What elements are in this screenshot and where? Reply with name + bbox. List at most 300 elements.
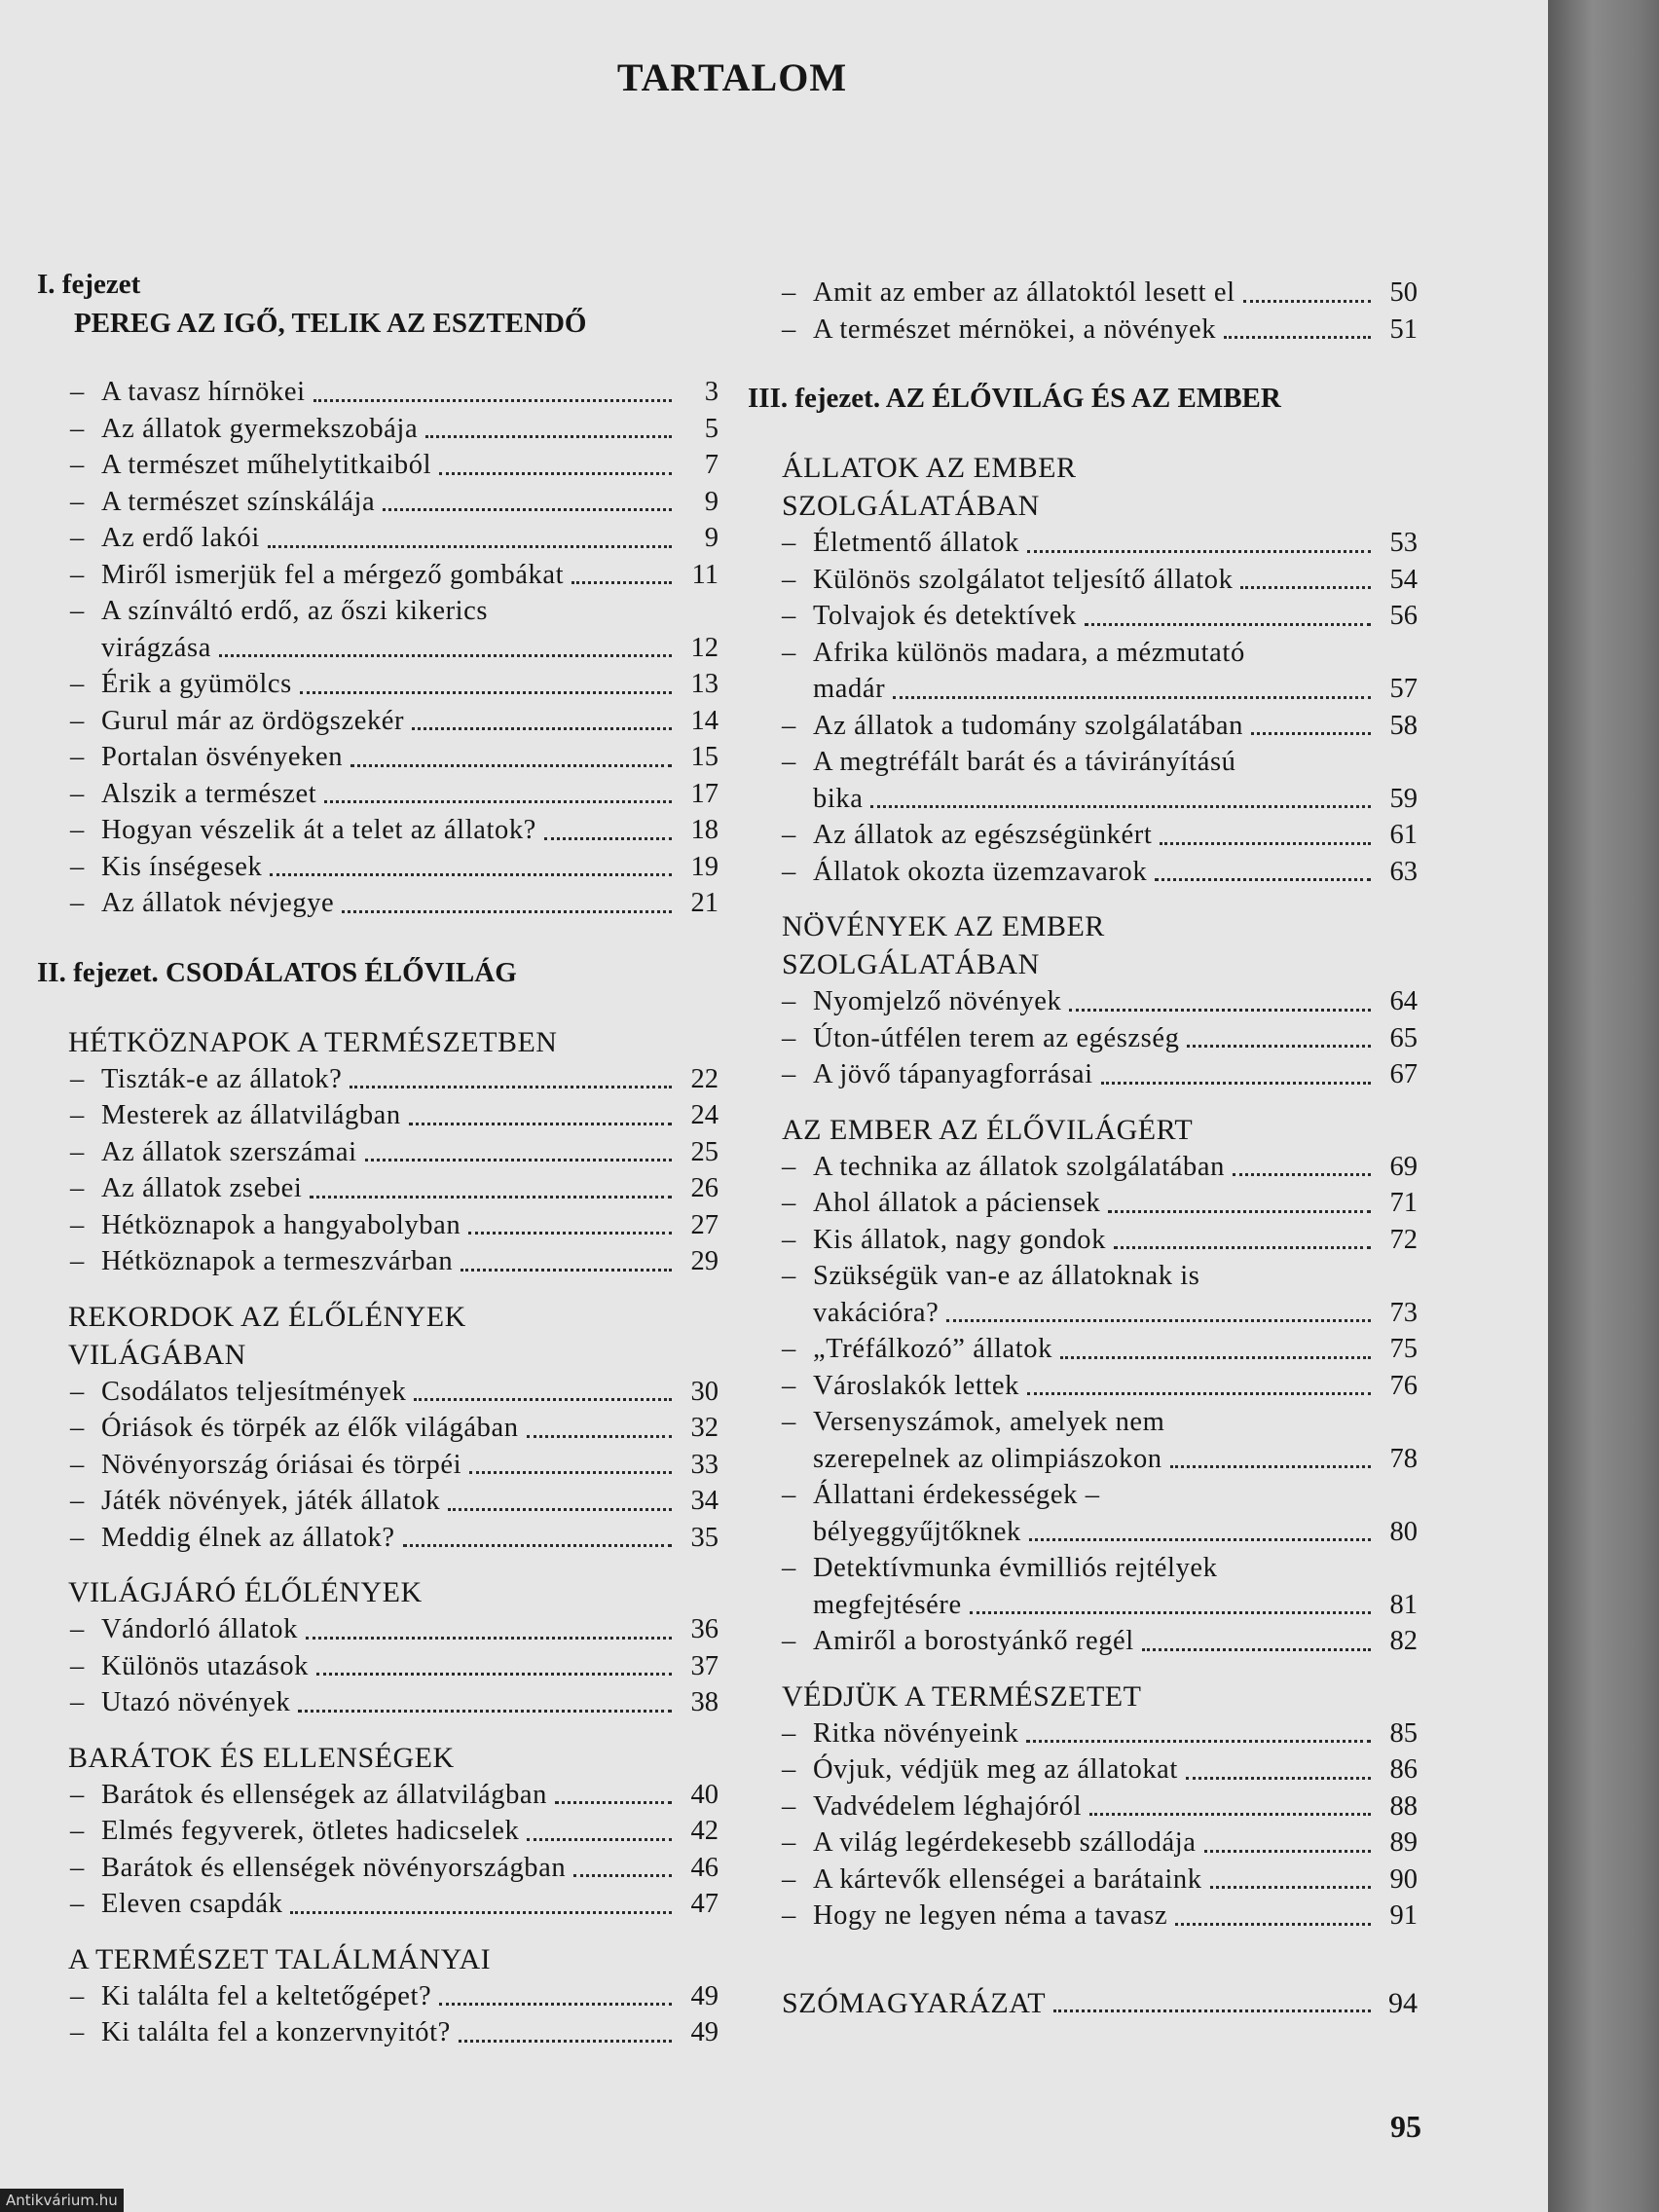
toc-entry (748, 1404, 1418, 1441)
toc-entry-page: 64 (1389, 986, 1418, 1016)
toc-entry (37, 1170, 719, 1207)
toc-entry-dash: – (70, 1376, 85, 1407)
toc-list (37, 1978, 719, 2051)
toc-entry (748, 1751, 1418, 1788)
toc-entry (748, 1514, 1418, 1551)
toc-entry-label: Ahol állatok a páciensek (813, 1188, 1101, 1218)
toc-entry-label: madár (813, 674, 886, 704)
toc-entry-page: 27 (690, 1209, 719, 1240)
section-heading-cont: SZOLGÁLATÁBAN (782, 490, 1040, 522)
leader-dots (555, 1801, 672, 1804)
toc-entry (748, 1020, 1418, 1057)
toc-entry-dash: – (70, 1687, 85, 1717)
toc-entry (37, 812, 719, 849)
toc-entry-dash: – (782, 1626, 796, 1656)
watermark: Antikvárium.hu (0, 2189, 124, 2212)
leader-dots (365, 1159, 672, 1161)
toc-entry-page: 51 (1389, 313, 1418, 345)
toc-entry-page: 22 (690, 1063, 719, 1094)
toc-entry-label: Alszik a természet (101, 778, 317, 809)
leader-dots (1142, 1648, 1371, 1651)
toc-entry-page: 9 (704, 486, 719, 517)
leader-dots (324, 800, 672, 803)
toc-entry (748, 744, 1418, 781)
toc-entry (37, 776, 719, 813)
toc-entry-page: 82 (1389, 1626, 1418, 1656)
toc-entry (748, 312, 1418, 349)
toc-entry-page: 49 (690, 2017, 719, 2047)
toc-entry (748, 1222, 1418, 1259)
toc-entry (748, 1898, 1418, 1935)
leader-dots (1027, 550, 1371, 553)
chapter-3-number: III. fejezet. (748, 383, 881, 414)
toc-entry (37, 1978, 719, 2015)
section-heading: HÉTKÖZNAPOK A TERMÉSZETBEN (68, 1025, 558, 1058)
toc-entry-dash: – (70, 851, 85, 882)
toc-entry-dash: – (70, 778, 85, 809)
toc-entry-label: Óriások és törpék az élők világában (101, 1413, 519, 1443)
toc-entry-page: 12 (690, 632, 719, 663)
toc-entry-label: Eleven csapdák (101, 1889, 283, 1919)
toc-list (748, 983, 1418, 1093)
toc-entry-page: 54 (1389, 564, 1418, 595)
leader-dots (425, 435, 672, 438)
toc-entry-page: 47 (690, 1889, 719, 1919)
toc-entry-dash: – (782, 313, 796, 345)
toc-entry-dash: – (782, 1863, 796, 1895)
chapter-2-heading (37, 953, 719, 992)
toc-entry-page: 46 (690, 1852, 719, 1883)
toc-entry-label: Detektívmunka évmilliós rejtélyek (813, 1553, 1218, 1583)
leader-dots (414, 1398, 672, 1401)
leader-dots (448, 1508, 672, 1511)
leader-dots (300, 691, 672, 694)
toc-entry-label: Vadvédelem léghajóról (813, 1790, 1083, 1822)
leader-dots (350, 1086, 672, 1088)
toc-entry-dash: – (782, 564, 796, 595)
toc-entry-label: Különös utazások (101, 1650, 310, 1681)
toc-entry (37, 1520, 719, 1557)
leader-dots (1027, 1392, 1371, 1395)
toc-entry-dash: – (70, 413, 85, 444)
toc-entry-page: 38 (690, 1687, 719, 1717)
toc-list (37, 1611, 719, 1721)
leader-dots (383, 508, 672, 511)
toc-entry (37, 1648, 719, 1685)
right-column (748, 275, 1418, 2021)
toc-list (748, 525, 1418, 890)
toc-entry-dash: – (782, 277, 796, 308)
toc-entry-page: 90 (1389, 1863, 1418, 1895)
toc-entry-page: 53 (1389, 528, 1418, 558)
toc-entry-dash: – (70, 1136, 85, 1167)
leader-dots (527, 1838, 672, 1841)
toc-entry-label: A természet színskálája (101, 486, 376, 517)
leader-dots (1089, 1813, 1371, 1816)
toc-entry-label: Barátok és ellenségek az állatvilágban (101, 1779, 548, 1810)
toc-entry-label: Elmés fegyverek, ötletes hadicselek (101, 1816, 520, 1846)
toc-entry-page: 59 (1389, 783, 1418, 814)
leader-dots (970, 1611, 1371, 1614)
toc-entry-label: vakációra? (813, 1297, 940, 1328)
leader-dots (571, 581, 672, 584)
toc-entry-label: virágzása (101, 632, 211, 663)
toc-entry (748, 1550, 1418, 1587)
left-column (37, 265, 719, 2051)
toc-entry-label: Csodálatos teljesítmények (101, 1376, 407, 1407)
toc-entry (748, 1056, 1418, 1093)
toc-entry-label: Barátok és ellenségek növényországban (101, 1852, 567, 1883)
section-heading: AZ EMBER AZ ÉLŐVILÁGÉRT (782, 1113, 1194, 1146)
leader-dots (1251, 732, 1371, 735)
leader-dots (573, 1874, 672, 1877)
toc-entry-page: 17 (690, 778, 719, 809)
leader-dots (1233, 1173, 1371, 1176)
toc-entry-dash: – (782, 1370, 796, 1401)
toc-entry (37, 849, 719, 886)
toc-entry (748, 525, 1418, 562)
toc-entry (748, 1715, 1418, 1752)
toc-entry-page: 94 (1388, 1986, 1418, 2019)
toc-entry (37, 2014, 719, 2051)
toc-entry-label: A világ legérdekesebb szállodája (813, 1827, 1197, 1858)
toc-entry-page: 34 (690, 1486, 719, 1516)
leader-dots (1210, 1886, 1371, 1889)
leader-dots (342, 910, 672, 913)
chapter-1-title: PEREG AZ IGŐ, TELIK AZ ESZTENDŐ (74, 308, 587, 339)
toc-entry (37, 1374, 719, 1411)
leader-dots (468, 1232, 672, 1235)
page-edge-shadow (1548, 0, 1659, 2212)
toc-entry-page: 49 (690, 1980, 719, 2011)
toc-entry-dash: – (782, 1827, 796, 1858)
leader-dots (1240, 586, 1371, 589)
leader-dots (350, 764, 672, 767)
toc-entry-page: 11 (691, 559, 719, 590)
leader-dots (290, 1911, 672, 1914)
leader-dots (268, 545, 672, 548)
toc-entry-dash: – (70, 1246, 85, 1276)
toc-entry-page: 19 (690, 851, 719, 882)
toc-list (37, 1374, 719, 1557)
toc-entry-page: 81 (1389, 1589, 1418, 1620)
toc-entry-label: Az állatok az egészségünkért (813, 820, 1153, 850)
toc-entry-label: Hogyan vészelik át a telet az állatok? (101, 815, 536, 845)
toc-entry-dash: – (782, 710, 796, 741)
toc-entry (37, 1134, 719, 1171)
leader-dots (1175, 1923, 1371, 1926)
toc-entry-label: Különös szolgálatot teljesítő állatok (813, 564, 1234, 595)
leader-dots (946, 1319, 1371, 1322)
toc-entry-label: Hogy ne legyen néma a tavasz (813, 1900, 1168, 1931)
toc-entry (748, 854, 1418, 891)
toc-entry-dash: – (70, 450, 85, 480)
toc-entry-label: Az állatok szerszámai (101, 1136, 357, 1167)
toc-entry-label: A tavasz hírnökei (101, 377, 306, 407)
toc-entry-label: Ki találta fel a keltetőgépet? (101, 1980, 432, 2011)
toc-entry-label: Az állatok névjegye (101, 888, 335, 918)
leader-dots (1060, 1356, 1371, 1359)
toc-entry-label: Miről ismerjük fel a mérgező gombákat (101, 559, 565, 590)
toc-entry-page: 72 (1389, 1224, 1418, 1255)
toc-entry-page: 57 (1389, 674, 1418, 704)
leader-dots (310, 1196, 672, 1198)
toc-entry-label: Ki találta fel a konzervnyitót? (101, 2017, 451, 2047)
toc-entry (37, 557, 719, 594)
section-heading: A TERMÉSZET TALÁLMÁNYAI (68, 1942, 492, 1975)
toc-entry-dash: – (70, 523, 85, 553)
toc-entry-label: megfejtésére (813, 1589, 962, 1620)
section-heading: VILÁGJÁRÓ ÉLŐLÉNYEK (68, 1576, 423, 1608)
toc-list (37, 1061, 719, 1280)
toc-entry-dash: – (70, 1063, 85, 1094)
toc-entry-label: Afrika különös madara, a mézmutató (813, 637, 1245, 668)
toc-entry-dash: – (782, 637, 796, 668)
leader-dots (1155, 878, 1371, 881)
toc-list (748, 275, 1418, 348)
leader-dots (219, 654, 672, 657)
toc-entry-label: Amit az ember az állatoktól lesett el (813, 277, 1235, 308)
toc-entry-szomagyarazat (748, 1985, 1418, 2022)
toc-entry-dash: – (782, 601, 796, 631)
leader-dots (1204, 1850, 1371, 1853)
toc-entry-page: 21 (690, 888, 719, 918)
toc-entry-dash: – (70, 1650, 85, 1681)
toc-entry-label: A természet mérnökei, a növények (813, 313, 1217, 345)
toc-entry-dash: – (70, 705, 85, 736)
section-heading: REKORDOK AZ ÉLŐLÉNYEK (68, 1300, 466, 1333)
toc-entry-page: 56 (1389, 601, 1418, 631)
chapter-1-number: I. fejezet (37, 269, 141, 300)
toc-entry (748, 598, 1418, 635)
toc-entry-page: 50 (1389, 277, 1418, 308)
toc-entry (37, 1611, 719, 1648)
toc-entry-label: Meddig élnek az állatok? (101, 1522, 395, 1553)
toc-entry-dash: – (70, 1413, 85, 1443)
toc-entry-label: A kártevők ellenségei a barátaink (813, 1863, 1202, 1895)
leader-dots (1160, 842, 1371, 845)
toc-entry-page: 73 (1389, 1297, 1418, 1328)
toc-entry-label: Hétköznapok a hangyabolyban (101, 1209, 461, 1240)
toc-entry-dash: – (70, 2017, 85, 2047)
section-heading-cont: VILÁGÁBAN (68, 1338, 246, 1371)
toc-entry (748, 1441, 1418, 1478)
toc-entry-dash: – (782, 986, 796, 1016)
page-number: 95 (1390, 2109, 1421, 2144)
toc-list (748, 1149, 1418, 1660)
toc-entry-page: 35 (690, 1522, 719, 1553)
toc-entry-dash: – (782, 747, 796, 777)
toc-entry-dash: – (70, 1486, 85, 1516)
toc-entry-dash: – (782, 1188, 796, 1218)
toc-entry-dash: – (782, 1407, 796, 1437)
toc-entry (748, 983, 1418, 1020)
toc-entry-dash: – (70, 1614, 85, 1644)
toc-entry (748, 1331, 1418, 1368)
toc-entry (748, 1788, 1418, 1825)
toc-entry-page: 26 (690, 1173, 719, 1203)
toc-entry (37, 630, 719, 667)
toc-entry-label: „Tréfálkozó” állatok (813, 1334, 1052, 1364)
toc-entry (748, 1368, 1418, 1405)
toc-entry-dash: – (782, 1480, 796, 1510)
toc-entry-dash: – (70, 815, 85, 845)
toc-entry-label: A technika az állatok szolgálatában (813, 1151, 1225, 1182)
toc-entry-page: 9 (704, 523, 719, 553)
leader-dots (469, 1471, 672, 1474)
toc-entry-dash: – (782, 1224, 796, 1255)
toc-entry (748, 1862, 1418, 1899)
toc-entry-label: Érik a gyümölcs (101, 669, 292, 699)
toc-entry-page: 3 (704, 377, 719, 407)
toc-entry-dash: – (70, 742, 85, 772)
toc-entry-page: 18 (690, 815, 719, 845)
leader-dots (459, 2040, 672, 2043)
toc-list (748, 1715, 1418, 1935)
toc-entry (37, 1684, 719, 1721)
toc-entry (748, 1185, 1418, 1222)
toc-entry-dash: – (782, 1261, 796, 1291)
toc-entry-label: bélyeggyűjtőknek (813, 1516, 1021, 1547)
toc-entry (37, 1777, 719, 1814)
toc-entry (37, 1483, 719, 1520)
toc-entry-label: Mesterek az állatvilágban (101, 1100, 401, 1130)
page-title: TARTALOM (616, 55, 848, 99)
toc-entry (748, 1295, 1418, 1332)
toc-entry-dash: – (70, 1980, 85, 2011)
toc-entry-page: 13 (690, 669, 719, 699)
toc-entry-label: Gurul már az ördögszekér (101, 705, 405, 736)
toc-entry-page: 29 (690, 1246, 719, 1276)
toc-entry-label: A megtréfált barát és a távirányítású (813, 747, 1236, 777)
toc-entry (748, 635, 1418, 672)
leader-dots (1069, 1009, 1371, 1012)
toc-entry-label: Versenyszámok, amelyek nem (813, 1407, 1165, 1437)
leader-dots (1186, 1777, 1371, 1780)
toc-entry-dash: – (70, 1779, 85, 1810)
toc-entry-label: Tiszták-e az állatok? (101, 1063, 343, 1094)
toc-entry-dash: – (782, 1754, 796, 1785)
toc-entry-dash: – (70, 888, 85, 918)
toc-entry-page: 15 (690, 742, 719, 772)
toc-entry-dash: – (782, 1717, 796, 1749)
toc-entry-dash: – (70, 1449, 85, 1480)
section-heading: ÁLLATOK AZ EMBER (782, 452, 1077, 484)
toc-entry (37, 1061, 719, 1098)
toc-entry-dash: – (782, 1900, 796, 1931)
leader-dots (1187, 1045, 1371, 1048)
toc-entry-page: 36 (690, 1614, 719, 1644)
leader-dots (1085, 623, 1371, 626)
toc-entry-label: Vándorló állatok (101, 1614, 298, 1644)
toc-entry-page: 65 (1389, 1022, 1418, 1053)
leader-dots (313, 399, 672, 402)
toc-entry-label: Városlakók lettek (813, 1370, 1020, 1401)
toc-entry-page: 33 (690, 1449, 719, 1480)
toc-entry (37, 739, 719, 776)
toc-entry-label: Amiről a borostyánkő regél (813, 1626, 1134, 1656)
chapter-3-heading (748, 379, 1418, 418)
toc-entry (748, 781, 1418, 818)
section-heading: VÉDJÜK A TERMÉSZETET (782, 1679, 1142, 1713)
toc-entry-label: Állattani érdekességek – (813, 1480, 1100, 1510)
toc-entry-label: Növényország óriásai és törpéi (101, 1449, 462, 1480)
toc-entry-page: 69 (1389, 1151, 1418, 1182)
toc-entry-dash: – (70, 669, 85, 699)
toc-entry-label: Tolvajok és detektívek (813, 601, 1077, 631)
leader-dots (1114, 1246, 1371, 1249)
toc-entry-label: A jövő tápanyagforrásai (813, 1059, 1093, 1089)
toc-entry-page: 85 (1389, 1717, 1418, 1749)
toc-entry (37, 1850, 719, 1887)
toc-entry-label: Szükségük van-e az állatoknak is (813, 1261, 1200, 1291)
toc-entry (748, 562, 1418, 599)
toc-entry-dash: – (782, 1022, 796, 1053)
toc-entry (37, 1410, 719, 1447)
toc-entry-dash: – (782, 856, 796, 887)
leader-dots (527, 1435, 672, 1438)
toc-entry-dash: – (782, 1334, 796, 1364)
toc-list (37, 1777, 719, 1923)
toc-entry-page: 58 (1389, 710, 1418, 741)
toc-entry (748, 275, 1418, 312)
toc-entry-page: 5 (704, 413, 719, 444)
toc-list (37, 374, 719, 922)
toc-entry-label: A színváltó erdő, az őszi kikerics (101, 596, 489, 626)
toc-entry-dash: – (70, 486, 85, 517)
toc-entry-label: A természet műhelytitkaiból (101, 450, 432, 480)
toc-entry-label: Kis ínségesek (101, 851, 263, 882)
toc-entry-page: 14 (690, 705, 719, 736)
section-heading-cont: SZOLGÁLATÁBAN (782, 948, 1040, 980)
toc-entry (748, 1623, 1418, 1660)
chapter-2-title: CSODÁLATOS ÉLŐVILÁG (166, 956, 517, 988)
toc-entry-dash: – (70, 596, 85, 626)
toc-entry-page: 30 (690, 1376, 719, 1407)
leader-dots (1053, 2009, 1371, 2012)
toc-entry-dash: – (782, 820, 796, 850)
section-heading: NÖVÉNYEK AZ EMBER (782, 910, 1105, 942)
toc-entry-label: Nyomjelző növények (813, 986, 1062, 1016)
toc-entry (37, 1886, 719, 1923)
toc-entry-label: Utazó növények (101, 1687, 291, 1717)
toc-entry (37, 1813, 719, 1850)
toc-entry-dash: – (70, 559, 85, 590)
leader-dots (1029, 1538, 1371, 1541)
toc-entry (37, 411, 719, 448)
toc-entry-page: 76 (1389, 1370, 1418, 1401)
toc-entry-label: Az állatok zsebei (101, 1173, 303, 1203)
toc-entry (37, 1243, 719, 1280)
leader-dots (544, 837, 672, 840)
toc-entry-label: Az állatok gyermekszobája (101, 413, 419, 444)
toc-entry-label: Kis állatok, nagy gondok (813, 1224, 1106, 1255)
toc-entry-dash: – (782, 1059, 796, 1089)
toc-entry-dash: – (782, 528, 796, 558)
toc-entry-dash: – (782, 1790, 796, 1822)
toc-entry-label: Életmentő állatok (813, 528, 1020, 558)
toc-entry-page: 61 (1389, 820, 1418, 850)
section-heading: BARÁTOK ÉS ELLENSÉGEK (68, 1741, 455, 1774)
toc-entry-label: Óvjuk, védjük meg az állatokat (813, 1754, 1178, 1785)
toc-entry-page: 7 (704, 450, 719, 480)
toc-entry (748, 708, 1418, 745)
toc-entry (37, 666, 719, 703)
toc-entry-page: 75 (1389, 1334, 1418, 1364)
leader-dots (298, 1710, 672, 1713)
leader-dots (306, 1637, 672, 1640)
leader-dots (412, 727, 672, 730)
